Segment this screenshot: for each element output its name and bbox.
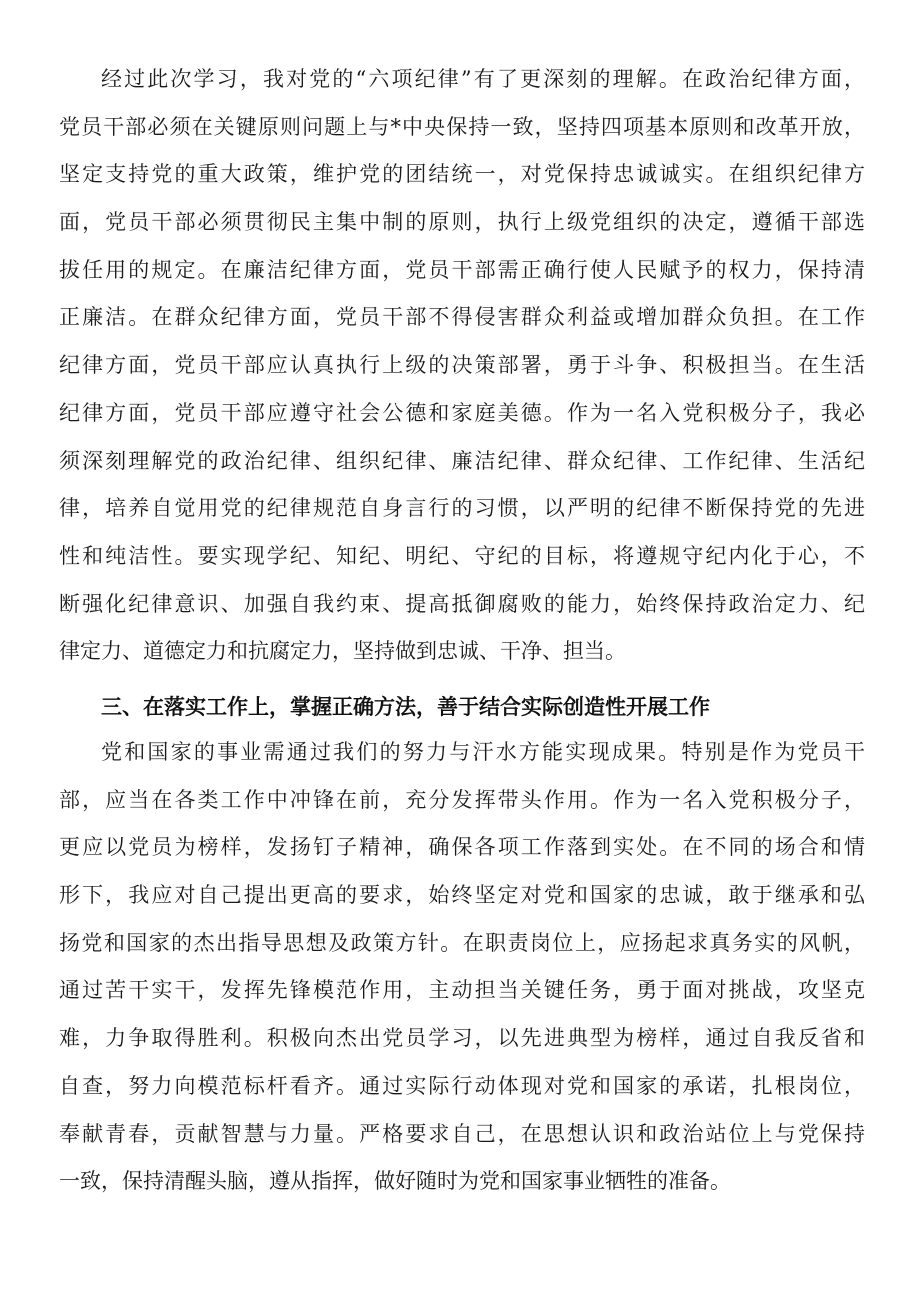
paragraph-line: 扬党和国家的杰出指导思想及政策方针。在职责岗位上，应扬起求真务实的风帆， [59, 930, 865, 955]
paragraph-work-implementation [59, 729, 865, 1206]
paragraph-line: 纪律方面，党员干部应认真执行上级的决策部署，勇于斗争、积极担当。在生活 [59, 353, 865, 378]
paragraph-line: 须深刻理解党的政治纪律、组织纪律、廉洁纪律、群众纪律、工作纪律、生活纪 [59, 448, 865, 473]
paragraph-line: 通过苦干实干，发挥先锋模范作用，主动担当关键任务，勇于面对挑战，攻坚克 [59, 978, 865, 1003]
paragraph-line: 性和纯洁性。要实现学纪、知纪、明纪、守纪的目标，将遵规守纪内化于心，不 [59, 543, 865, 568]
paragraph-line: 断强化纪律意识、加强自我约束、提高抵御腐败的能力，始终保持政治定力、纪 [59, 591, 865, 616]
paragraph-line: 正廉洁。在群众纪律方面，党员干部不得侵害群众利益或增加群众负担。在工作 [59, 305, 865, 330]
paragraph-line: 律，培养自觉用党的纪律规范自身言行的习惯，以严明的纪律不断保持党的先进 [59, 496, 865, 521]
paragraph-line: 律定力、道德定力和抗腐定力，坚持做到忠诚、干净、担当。 [59, 639, 626, 664]
paragraph-line: 更应以党员为榜样，发扬钉子精神，确保各项工作落到实处。在不同的场合和情 [59, 835, 865, 860]
paragraph-six-disciplines [59, 56, 865, 676]
paragraph-line: 经过此次学习，我对党的“六项纪律”有了更深刻的理解。在政治纪律方面， [101, 67, 865, 91]
section-heading: 三、在落实工作上，掌握正确方法，善于结合实际创造性开展工作 [101, 695, 710, 719]
paragraph-line: 纪律方面，党员干部应遵守社会公德和家庭美德。作为一名入党积极分子，我必 [59, 400, 865, 425]
paragraph-line: 部，应当在各类工作中冲锋在前，充分发挥带头作用。作为一名入党积极分子， [59, 787, 865, 812]
paragraph-line: 面，党员干部必须贯彻民主集中制的原则，执行上级党组织的决定，遵循干部选 [59, 210, 865, 235]
paragraph-line: 党和国家的事业需通过我们的努力与汗水方能实现成果。特别是作为党员干 [101, 740, 865, 764]
paragraph-line: 难，力争取得胜利。积极向杰出党员学习，以先进典型为榜样，通过自我反省和 [59, 1026, 865, 1051]
paragraph-line: 奉献青春，贡献智慧与力量。严格要求自己，在思想认识和政治站位上与党保持 [59, 1121, 865, 1146]
paragraph-line: 形下，我应对自己提出更高的要求，始终坚定对党和国家的忠诚，敢于继承和弘 [59, 883, 865, 908]
paragraph-line: 坚定支持党的重大政策，维护党的团结统一，对党保持忠诚诚实。在组织纪律方 [59, 162, 865, 187]
paragraph-line: 一致，保持清醒头脑，遵从指挥，做好随时为党和国家事业牺牲的准备。 [59, 1169, 731, 1194]
paragraph-line: 党员干部必须在关键原则问题上与*中央保持一致，坚持四项基本原则和改革开放， [59, 114, 865, 139]
paragraph-line: 自查，努力向模范标杆看齐。通过实际行动体现对党和国家的承诺，扎根岗位， [59, 1073, 865, 1098]
paragraph-line: 拔任用的规定。在廉洁纪律方面，党员干部需正确行使人民赋予的权力，保持清 [59, 257, 865, 282]
